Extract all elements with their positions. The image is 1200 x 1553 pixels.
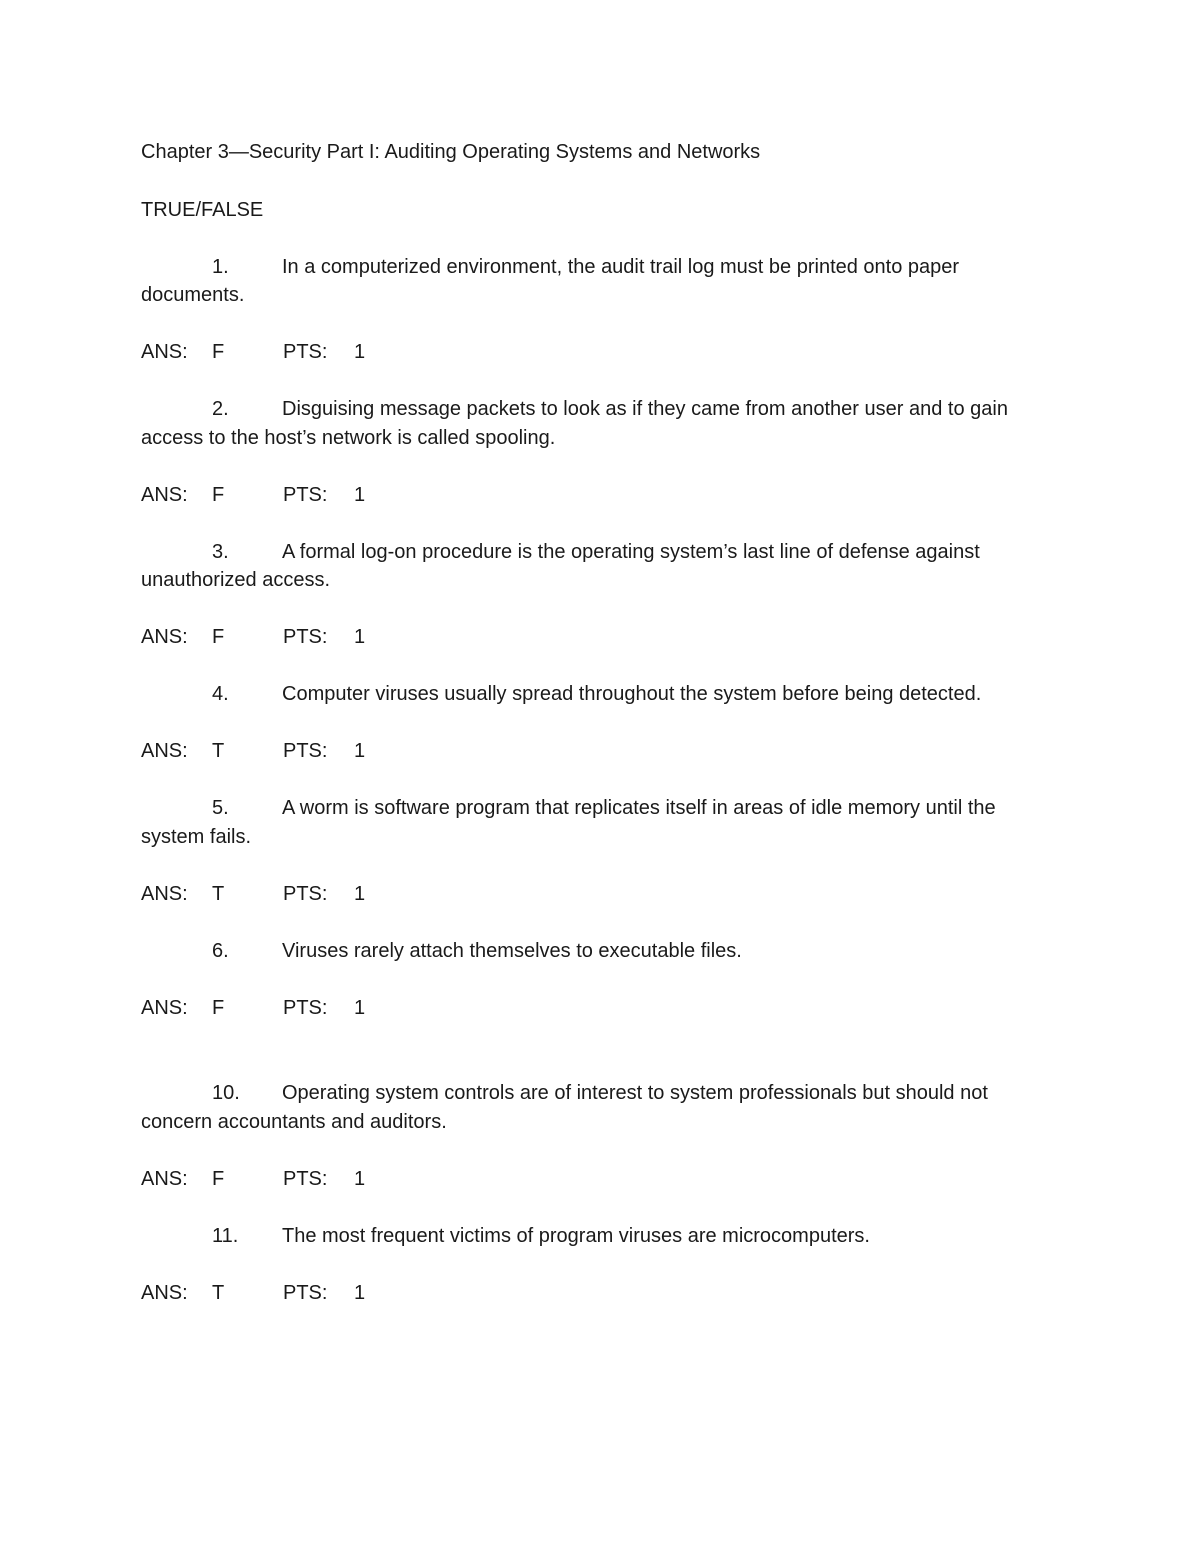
- answer-value: F: [212, 341, 225, 363]
- points-label: PTS:: [283, 626, 328, 648]
- answer-line: [141, 1279, 1061, 1308]
- answer-label: ANS:: [141, 740, 188, 762]
- question-item: [141, 538, 1061, 595]
- question-item: [141, 395, 1061, 452]
- answer-line: [141, 1165, 1061, 1194]
- question-text: Viruses rarely attach themselves to executable files.: [282, 939, 742, 962]
- question-number: 4.: [212, 683, 229, 705]
- answer-line: [141, 994, 1061, 1023]
- answer-line: [141, 737, 1061, 766]
- answer-line: [141, 880, 1061, 909]
- question-text: A formal log-on procedure is the operating system’s last line of defense against unauthorized access.: [141, 540, 980, 591]
- question-item: [141, 253, 1061, 310]
- question-number: 10.: [212, 1082, 240, 1104]
- answer-value: F: [212, 483, 225, 506]
- question-text: Operating system controls are of interest to system professionals but should not concern accountants and auditors.: [141, 1082, 988, 1133]
- question-number: 1.: [212, 255, 229, 278]
- points-label: PTS:: [283, 483, 328, 506]
- answer-value: F: [212, 996, 225, 1019]
- points-label: PTS:: [283, 1281, 328, 1304]
- question-item: [141, 937, 1061, 966]
- answer-value: T: [212, 740, 225, 762]
- question-text: Computer viruses usually spread throughout the system before being detected.: [282, 683, 982, 705]
- question-text: Disguising message packets to look as if they came from another user and to gain access to the host’s network is called spooling.: [141, 398, 1008, 449]
- answer-line: [141, 338, 1061, 367]
- answer-line: [141, 481, 1061, 510]
- question-text: A worm is software program that replicates itself in areas of idle memory until the system fails.: [141, 797, 996, 848]
- answer-value: T: [212, 1281, 225, 1304]
- question-item: [141, 1079, 1061, 1136]
- points-value: 1: [354, 483, 366, 506]
- points-label: PTS:: [283, 1167, 328, 1190]
- question-text: The most frequent victims of program viruses are microcomputers.: [282, 1224, 870, 1247]
- points-label: PTS:: [283, 996, 328, 1019]
- answer-label: ANS:: [141, 882, 188, 905]
- points-value: 1: [354, 1167, 366, 1190]
- answer-label: ANS:: [141, 341, 188, 363]
- answer-label: ANS:: [141, 483, 188, 506]
- points-value: 1: [354, 1281, 366, 1304]
- question-number: 11.: [212, 1224, 239, 1247]
- question-number: 5.: [212, 797, 229, 819]
- question-number: 3.: [212, 540, 229, 563]
- document-title: Chapter 3—Security Part I: Auditing Operating Systems and Networks: [141, 141, 761, 163]
- answer-value: F: [212, 1167, 225, 1190]
- answer-value: T: [212, 882, 225, 905]
- question-number: 6.: [212, 939, 229, 962]
- document-page: [141, 138, 1061, 1307]
- question-item: [141, 680, 1061, 709]
- section-heading: TRUE/FALSE: [141, 198, 264, 221]
- answer-value: F: [212, 626, 225, 648]
- question-item: [141, 794, 1061, 851]
- answer-label: ANS:: [141, 996, 188, 1019]
- points-label: PTS:: [283, 341, 328, 363]
- question-number: 2.: [212, 398, 229, 420]
- question-text: In a computerized environment, the audit trail log must be printed onto paper documents.: [141, 255, 960, 306]
- answer-label: ANS:: [141, 626, 188, 648]
- points-label: PTS:: [283, 740, 328, 762]
- points-value: 1: [354, 626, 366, 648]
- answer-line: [141, 623, 1061, 652]
- question-item: [141, 1222, 1061, 1251]
- points-label: PTS:: [283, 882, 328, 905]
- points-value: 1: [354, 341, 366, 363]
- answer-label: ANS:: [141, 1281, 188, 1304]
- points-value: 1: [354, 882, 366, 905]
- points-value: 1: [354, 996, 366, 1019]
- points-value: 1: [354, 740, 366, 762]
- answer-label: ANS:: [141, 1167, 188, 1190]
